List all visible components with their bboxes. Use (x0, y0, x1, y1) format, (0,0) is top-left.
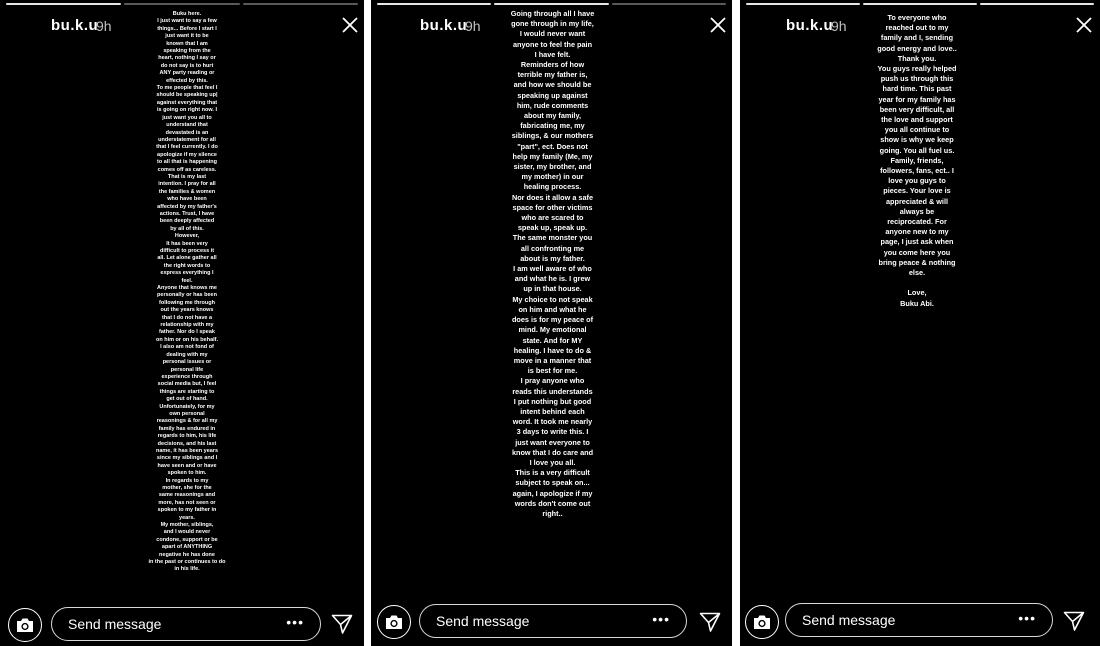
story-timestamp: 9h (96, 18, 112, 34)
story-text: To everyone who reached out to my family and I, sending good energy and love.. Thank you. You guys really helped push us through this hard time. This past year for my family has been very difficult, all the love and support you all continue to show is why we keep going. You all fuel us. Family, friends, followers, fans, ect.. I love you guys to pieces. Your love is appreciated & will always be reciprocated. For anyone new to my page, I just ask when you come here you bring peace & nothing else. Love, Buku Abi. (877, 13, 957, 308)
send-message-input[interactable] (419, 604, 687, 638)
progress-segment (980, 3, 1094, 5)
camera-button[interactable] (377, 605, 411, 639)
send-message-input[interactable] (51, 607, 321, 641)
paper-plane-icon[interactable] (699, 611, 721, 633)
progress-segment (863, 3, 977, 5)
send-message-input[interactable] (785, 603, 1053, 637)
camera-button[interactable] (8, 608, 42, 642)
progress-segment (6, 3, 121, 5)
story-progress-bars (746, 3, 1094, 5)
story-progress-bars (6, 3, 358, 5)
story-username[interactable]: bu.k.u (420, 17, 468, 34)
camera-button[interactable] (745, 605, 779, 639)
story-panel-3 (740, 0, 1100, 646)
camera-icon (385, 614, 403, 630)
progress-segment (377, 3, 491, 5)
close-icon[interactable] (1075, 16, 1093, 34)
send-message-placeholder: Send message (436, 613, 530, 629)
story-username[interactable]: bu.k.u (51, 17, 99, 34)
camera-icon (16, 617, 34, 633)
more-icon[interactable]: ••• (1018, 610, 1036, 626)
more-icon[interactable]: ••• (652, 611, 670, 627)
story-progress-bars (377, 3, 726, 5)
story-panel-2 (371, 0, 732, 646)
story-timestamp: 9h (465, 18, 481, 34)
more-icon[interactable]: ••• (286, 614, 304, 630)
story-text: Going through all I have gone through in my life, I would never want anyone to feel the pain I have felt. Reminders of how terrible my father is, and how we should be speaking up against him, rude comments about my family, fabricating me, my siblings, & our mothers "part", ect. Does not help my family (Me, my sister, my brother, and my mother) in our healing process. Nor does it allow a safe space for other victims who are scared to speak up, speak up. The same monster you all confronting me about is my father. I am well aware of who and what he is. I grew up in that house. My choice to not speak on him and what he does is for my peace of mind. My emotional state. And for MY healing. I have to do & move in a manner that is best for me. I pray anyone who reads this understands I put nothing but good intent behind each word. It took me nearly 3 days to write this. I just want everyone to know that I do care and I love you all. This is a very difficult subject to speak on... again, I apologize if my words don't come out right.. (510, 9, 595, 518)
progress-segment (124, 3, 239, 5)
progress-segment (746, 3, 860, 5)
close-icon[interactable] (709, 16, 727, 34)
story-text: Buku here. I just want to say a few things... Before I start I just want it to be known that I am speaking from the heart, nothing I say or do not say is to hurt ANY party reading or effected by this. To me people that feel I should be speaking up| against everything that is going on right now. I just want you all to understand that devastated is an understatement for all that I feel currently. I do apologize if my silence to all that is happening comes off as careless. That is my last intention. I pray for all the families & women who have been affected by my father's actions. Trust, I have been deeply affected by all of this. However, It has been very difficult to process it all. Let alone gather all the right words to express everything I feel. Anyone that knows me personally or has been following me through out the years knows that I do not have a relationship with my father. Nor do I speak on him or on his behalf. I also am not fond of dealing with my personal issues or personal life experience through social media but, I feel things are starting to get out of hand. Unfortunately, for my own personal reasonings & for all my family has endured in regards to him, his life decisions, and his last name, it has been years since my siblings and I have seen and or have spoken to him. In regards to my mother, she for the same reasonings and more, has not seen or spoken to my father in years. My mother, siblings, and I would never condone, support or be apart of ANYTHING negative he has done in the past or continues to do in his life. (148, 11, 226, 573)
send-message-placeholder: Send message (68, 616, 162, 632)
progress-segment (494, 3, 608, 5)
story-panel-1 (0, 0, 364, 646)
story-timestamp: 9h (831, 18, 847, 34)
progress-segment (612, 3, 726, 5)
progress-segment (243, 3, 358, 5)
send-message-placeholder: Send message (802, 612, 896, 628)
paper-plane-icon[interactable] (1063, 610, 1085, 632)
story-username[interactable]: bu.k.u (786, 17, 834, 34)
paper-plane-icon[interactable] (331, 613, 353, 635)
camera-icon (753, 614, 771, 630)
close-icon[interactable] (341, 16, 359, 34)
